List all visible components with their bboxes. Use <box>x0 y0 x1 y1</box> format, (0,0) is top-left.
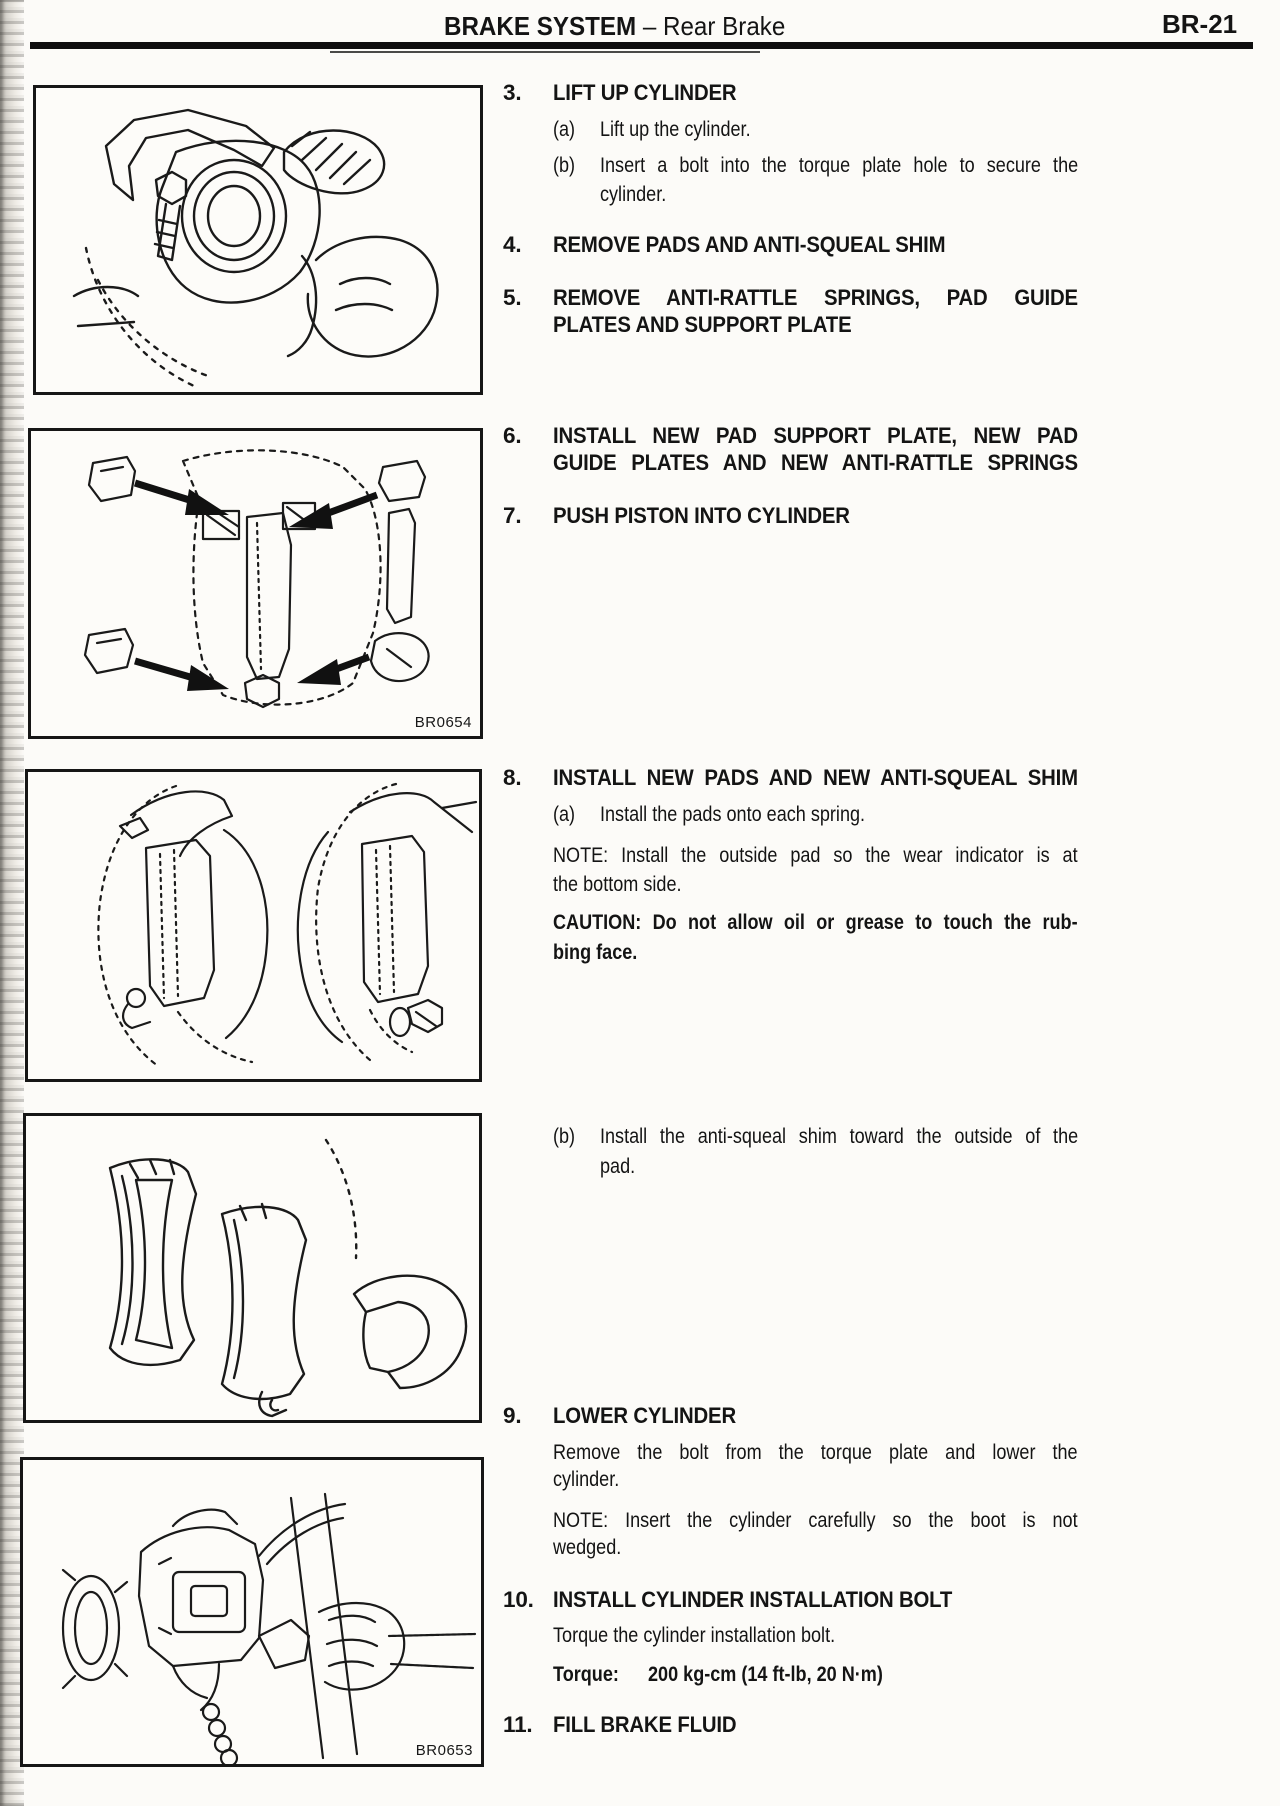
figure-caption: BR0654 <box>414 714 472 731</box>
arrows <box>135 483 377 691</box>
figure-install-pads <box>25 769 482 1082</box>
hand <box>308 237 438 357</box>
support-plate <box>387 509 415 623</box>
clip-top-left <box>89 457 135 501</box>
step-8a-label: (a) <box>553 803 576 826</box>
figure-lift-up-cylinder <box>33 85 483 395</box>
pads-and-shim-drawing <box>26 1116 479 1420</box>
torque-label: Torque: <box>553 1663 619 1686</box>
step-8-caution-line-1: CAUTION: Do not allow oil or grease to touch the rub- <box>553 911 1078 934</box>
page-header-title <box>444 13 785 40</box>
outside-pad <box>110 1159 196 1365</box>
header-rule <box>30 42 1253 49</box>
step-3b-line-1: Insert a bolt into the torque plate hole to secure the <box>600 154 1079 177</box>
step-7-title: PUSH PISTON INTO CYLINDER <box>553 503 850 528</box>
step-9-para-line-1: Remove the bolt from the torque plate and lower the <box>553 1441 1078 1464</box>
step-5-title-line-2: PLATES AND SUPPORT PLATE <box>553 312 852 337</box>
step-8b-label: (b) <box>553 1125 576 1148</box>
step-5-number: 5. <box>503 285 522 310</box>
step-8-title: INSTALL NEW PADS AND NEW ANTI-SQUEAL SHIM <box>553 765 1078 790</box>
header-title-rest: – Rear Brake <box>642 11 786 41</box>
step-3a-text: Lift up the cylinder. <box>600 118 751 141</box>
step-4-title: REMOVE PADS AND ANTI-SQUEAL SHIM <box>553 232 946 257</box>
figure-caption: BR0653 <box>415 1742 473 1759</box>
step-9-number: 9. <box>503 1403 522 1428</box>
step-9-note-line-2: wedged. <box>553 1536 622 1559</box>
torque-installation-bolt-drawing <box>23 1460 481 1764</box>
pad-right <box>362 836 428 1002</box>
header-rule-thin <box>330 51 760 53</box>
header-title-main: BRAKE SYSTEM <box>444 11 637 41</box>
step-8-caution-line-2: bing face. <box>553 941 638 964</box>
step-8-note-line-2: the bottom side. <box>553 873 682 896</box>
pad <box>247 513 291 679</box>
page-number: BR-21 <box>1162 9 1238 39</box>
step-9-para-line-2: cylinder. <box>553 1468 620 1491</box>
step-11-number: 11. <box>503 1712 533 1737</box>
step-3b-line-2: cylinder. <box>600 183 667 206</box>
step-10-number: 10. <box>503 1587 534 1612</box>
step-6-title-line-1: INSTALL NEW PAD SUPPORT PLATE, NEW PAD <box>553 423 1078 448</box>
step-8a-text: Install the pads onto each spring. <box>600 803 866 826</box>
step-11-title: FILL BRAKE FLUID <box>553 1712 737 1737</box>
step-4-number: 4. <box>503 232 522 257</box>
step-8b-line-1: Install the anti-squeal shim toward the outside of the <box>600 1125 1079 1148</box>
bolt <box>408 1000 442 1032</box>
clip-bottom-left <box>85 629 133 673</box>
step-8b-line-2: pad. <box>600 1155 636 1178</box>
lift-up-cylinder-drawing <box>36 88 480 392</box>
step-10-title: INSTALL CYLINDER INSTALLATION BOLT <box>553 1587 953 1612</box>
step-3-number: 3. <box>503 80 522 105</box>
figure-anti-rattle-springs <box>28 428 483 739</box>
anti-rattle-springs-drawing <box>31 431 480 736</box>
figure-pads-and-shim <box>23 1113 482 1423</box>
wrench-jaw <box>259 1620 309 1668</box>
step-9-note-line-1: NOTE: Insert the cylinder carefully so the boot is not <box>553 1509 1078 1532</box>
step-3-title: LIFT UP CYLINDER <box>553 80 737 105</box>
step-6-number: 6. <box>503 423 522 448</box>
step-10-para: Torque the cylinder installation bolt. <box>553 1624 836 1647</box>
step-9-title: LOWER CYLINDER <box>553 1403 736 1428</box>
install-pads-drawing <box>28 772 479 1079</box>
clip-bottom-right <box>371 633 429 681</box>
step-7-number: 7. <box>503 503 522 528</box>
pad-left <box>146 840 214 1006</box>
step-8-note-line-1: NOTE: Install the outside pad so the wear indicator is at <box>553 844 1078 867</box>
step-5-title-line-1: REMOVE ANTI-RATTLE SPRINGS, PAD GUIDE <box>553 285 1078 310</box>
bolt-head <box>156 172 186 204</box>
anti-squeal-shim <box>354 1276 466 1388</box>
step-6-title-line-2: GUIDE PLATES AND NEW ANTI-RATTLE SPRINGS <box>553 450 1078 475</box>
step-3a-label: (a) <box>553 118 576 141</box>
inside-pad <box>222 1207 306 1399</box>
clip-top-right <box>379 461 425 501</box>
step-8-number: 8. <box>503 765 522 790</box>
torque-value: 200 kg-cm (14 ft-lb, 20 N·m) <box>648 1663 883 1686</box>
figure-torque-installation-bolt <box>20 1457 484 1767</box>
step-3b-label: (b) <box>553 154 576 177</box>
